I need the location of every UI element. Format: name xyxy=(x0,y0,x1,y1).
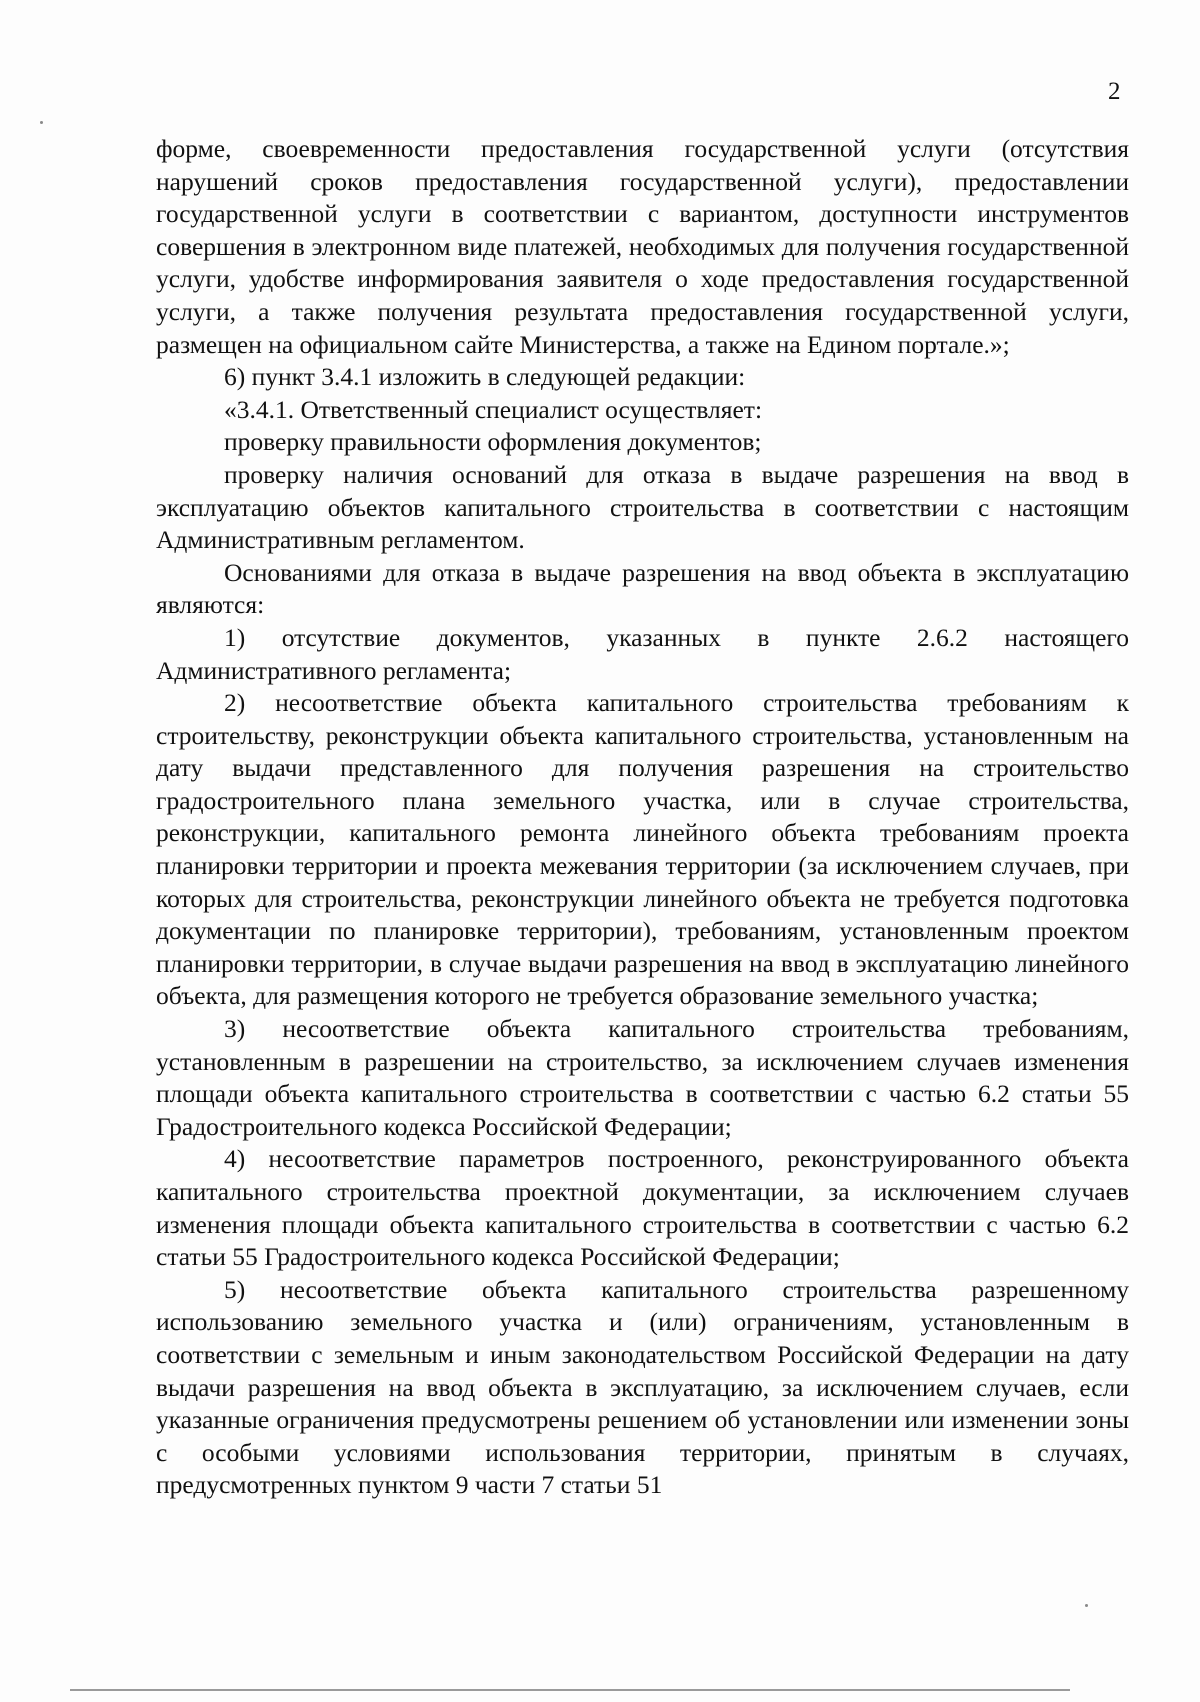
paragraph-clause-3-4-1: «3.4.1. Ответственный специалист осуществляет: xyxy=(224,394,763,424)
paragraph-refusal-grounds-intro: Основаниями для отказа в выдаче разрешения на ввод объекта в эксплуатацию являются: xyxy=(156,557,1129,620)
document-body xyxy=(156,133,1129,1502)
page-number: 2 xyxy=(1108,78,1121,105)
paragraph-amendment-item-6: 6) пункт 3.4.1 изложить в следующей редакции: xyxy=(224,362,746,392)
scan-edge-line xyxy=(70,1689,1070,1691)
list-item-5: 5) несоответствие объекта капитального строительства разрешенному использованию земельного участка и (или) ограничениям, установленным в соответствии с земельным и иным законодательством Российской Федерации на дату выдачи разрешения на ввод объекта в эксплуатацию, за исключением случаев, если указанные ограничения предусмотрены решением об установлении или изменении зоны с особыми условиями использования территории, принятым в случаях, предусмотренных пунктом 9 части 7 статьи 51 xyxy=(156,1274,1129,1500)
paragraph-continuation: форме, своевременности предоставления государственной услуги (отсутствия нарушений сроков предоставления государственной услуги), предоставлении государственной услуги в соответствии с вариантом, доступности инструментов совершения в электронном виде платежей, необходимых для получения государственной услуги, удобстве информирования заявителя о ходе предоставления государственной услуги, а также получения результата предоставления государственной услуги, размещен на официальном сайте Министерства, а также на Едином портале.»; xyxy=(156,134,1129,359)
list-item-2: 2) несоответствие объекта капитального строительства требованиям к строительству, реконструкции объекта капитального строительства, установленным на дату выдачи представленного для получения разрешения на строительство градостроительного плана земельного участка, или в случае строительства, реконструкции, капитального ремонта линейного объекта требованиям проекта планировки территории и проекта межевания территории (за исключением случаев, при которых для строительства, реконструкции линейного объекта не требуется подготовка документации по планировке территории), требованиям, установленным проектом планировки территории, в случае выдачи разрешения на ввод в эксплуатацию линейного объекта, для размещения которого не требуется образование земельного участка; xyxy=(156,688,1129,1011)
scan-speck xyxy=(40,121,43,124)
paragraph-refusal-grounds-check: проверку наличия оснований для отказа в выдаче разрешения на ввод в эксплуатацию объектов капитального строительства в соответствии с настоящим Административным регламентом. xyxy=(156,459,1129,555)
list-item-1: 1) отсутствие документов, указанных в пункте 2.6.2 настоящего Административного регламента; xyxy=(156,622,1129,685)
list-item-3: 3) несоответствие объекта капитального строительства требованиям, установленным в разрешении на строительство, за исключением случаев изменения площади объекта капитального строительства в соответствии с частью 6.2 статьи 55 Градостроительного кодекса Российской Федерации; xyxy=(156,1014,1129,1141)
scan-speck xyxy=(1085,1604,1088,1607)
list-item-4: 4) несоответствие параметров построенного, реконструированного объекта капитального строительства проектной документации, за исключением случаев изменения площади объекта капитального строительства в соответствии с частью 6.2 статьи 55 Градостроительного кодекса Российской Федерации; xyxy=(156,1144,1129,1272)
paragraph-document-check: проверку правильности оформления документов; xyxy=(224,427,762,457)
